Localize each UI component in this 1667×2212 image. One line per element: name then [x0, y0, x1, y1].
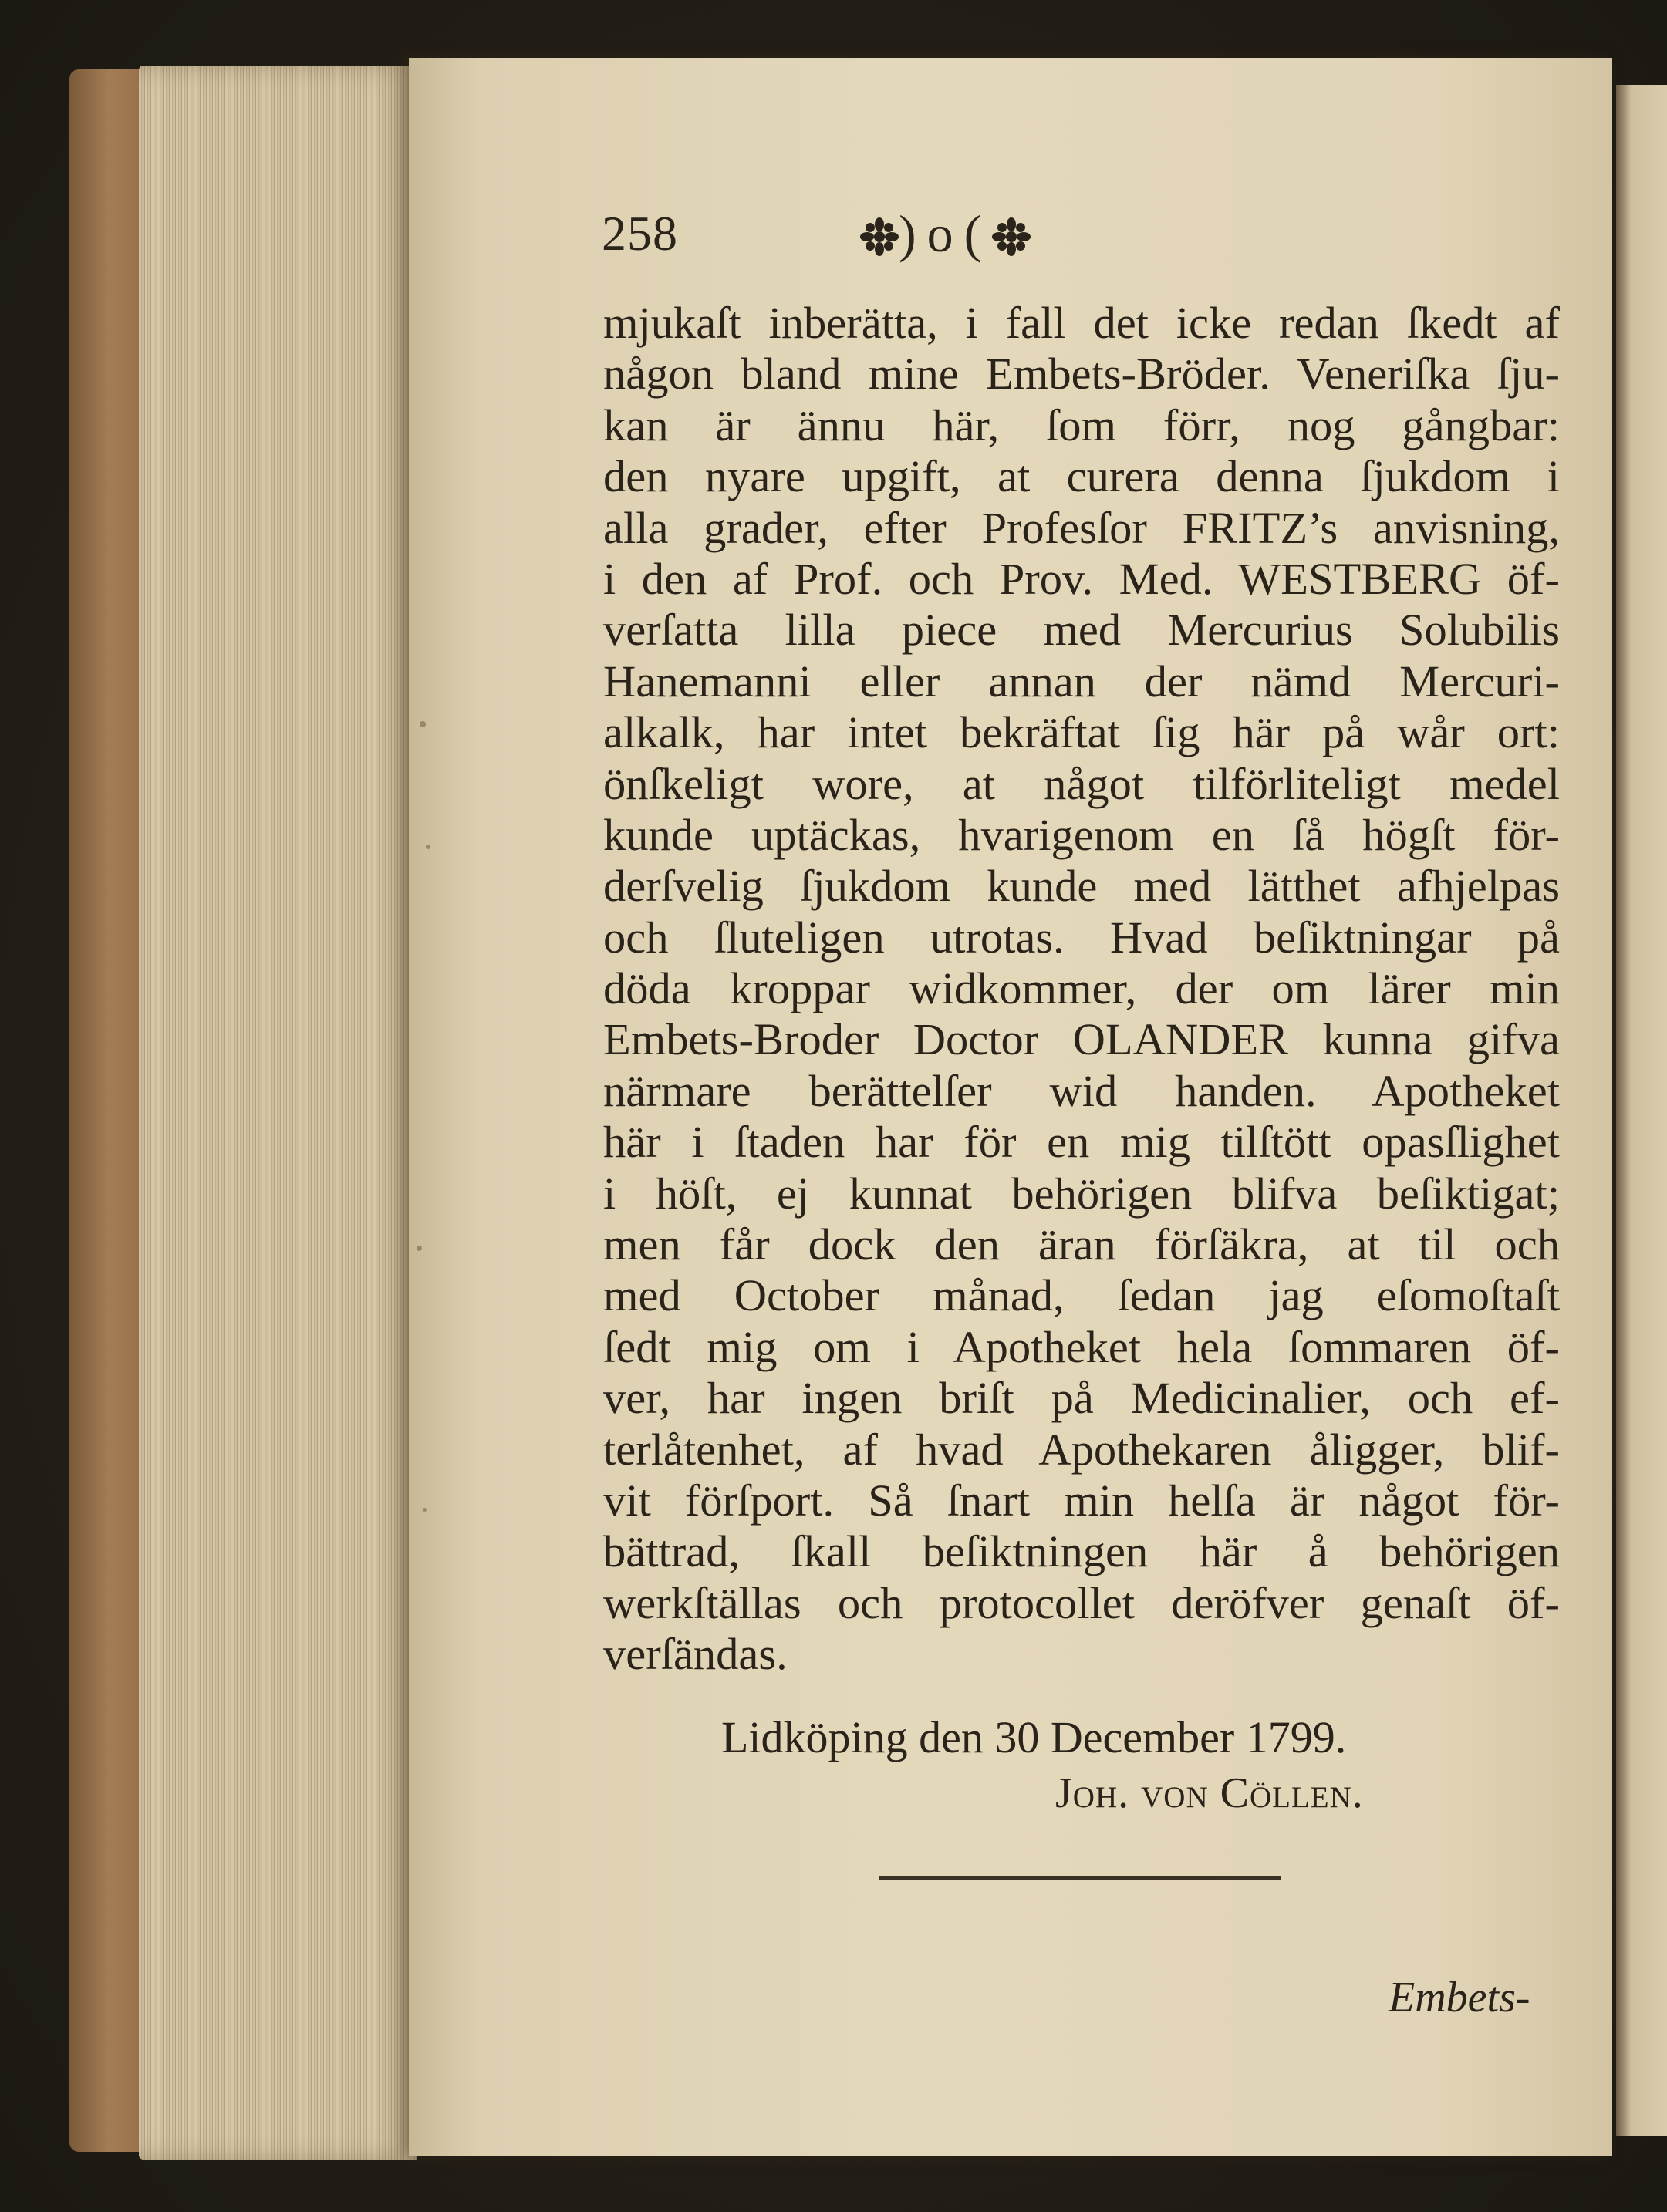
body-text — [603, 298, 1560, 1681]
text-line: den nyare upgift, at curera denna ſjukdom i — [603, 451, 1560, 502]
place-date-line: Lidköping den 30 December 1799. — [721, 1712, 1347, 1762]
text-line: här i ſtaden har för en mig tilſtött opasſlighet — [603, 1117, 1560, 1168]
page-number: 258 — [602, 206, 678, 261]
running-head — [602, 199, 1296, 268]
text-line: mjukaſt inberätta, i fall det icke redan ſkedt af — [603, 298, 1560, 348]
text-line: närmare berättelſer wid handen. Apotheket — [603, 1065, 1560, 1116]
header-ornament — [860, 199, 1031, 268]
text-line: men får dock den äran förſäkra, at til och — [603, 1219, 1560, 1270]
text-line: ver, har ingen briſt på Medicinalier, och ef- — [603, 1373, 1560, 1424]
text-line: verſändas. — [603, 1629, 788, 1680]
ornament-text: )o( — [899, 204, 993, 263]
text-line: terlåtenhet, af hvad Apothekaren åligger, blif- — [603, 1424, 1560, 1475]
text-line: och ſluteligen utrotas. Hvad beſiktningar på — [603, 912, 1560, 963]
text-line: döda kroppar widkommer, der om lärer min — [603, 963, 1560, 1014]
text-line: alkalk, har intet bekräftat ſig här på wår ort: — [603, 707, 1560, 758]
text-line: med October månad, ſedan jag eſomoſtaſt — [603, 1270, 1560, 1321]
text-line: Hanemanni eller annan der nämd Mercuri- — [603, 656, 1560, 706]
text-line: derſvelig ſjukdom kunde med lätthet afhjelpas — [603, 861, 1560, 912]
text-line: önſkeligt wore, at något tilförliteligt medel — [603, 758, 1560, 809]
text-line: i höſt, ej kunnat behörigen blifva beſiktigat; — [603, 1168, 1560, 1219]
text-line: bättrad, ſkall beſiktningen här å behörigen — [603, 1526, 1560, 1577]
flower-ornament-icon — [992, 217, 1031, 256]
closing-rule — [879, 1876, 1281, 1880]
text-line: Embets-Broder Doctor OLANDER kunna gifva — [603, 1014, 1560, 1065]
text-line: verſatta lilla piece med Mercurius Solubilis — [603, 605, 1560, 656]
text-line: ſedt mig om i Apotheket hela ſommaren öf- — [603, 1321, 1560, 1372]
text-line: i den af Prof. och Prov. Med. WESTBERG öf- — [603, 553, 1560, 604]
facing-page-edge — [1616, 85, 1667, 2136]
text-line: kan är ännu här, ſom förr, nog gångbar: — [603, 400, 1560, 450]
text-line: någon bland mine Embets-Bröder. Veneriſka ſju- — [603, 349, 1560, 400]
flower-ornament-icon — [860, 217, 899, 256]
text-line: alla grader, efter Profesſor FRITZ’s anvisning, — [603, 502, 1560, 553]
signature-line: Joh. von Cöllen. — [1055, 1769, 1364, 1817]
text-line: kunde uptäckas, hvarigenom en ſå högſt för- — [603, 809, 1560, 860]
page-edges — [139, 66, 417, 2160]
catchword: Embets- — [1389, 1974, 1530, 2021]
text-line: vit förſport. Så ſnart min helſa är något för- — [603, 1475, 1560, 1526]
text-line: werkſtällas och protocollet deröfver genaſt öf- — [603, 1577, 1560, 1628]
